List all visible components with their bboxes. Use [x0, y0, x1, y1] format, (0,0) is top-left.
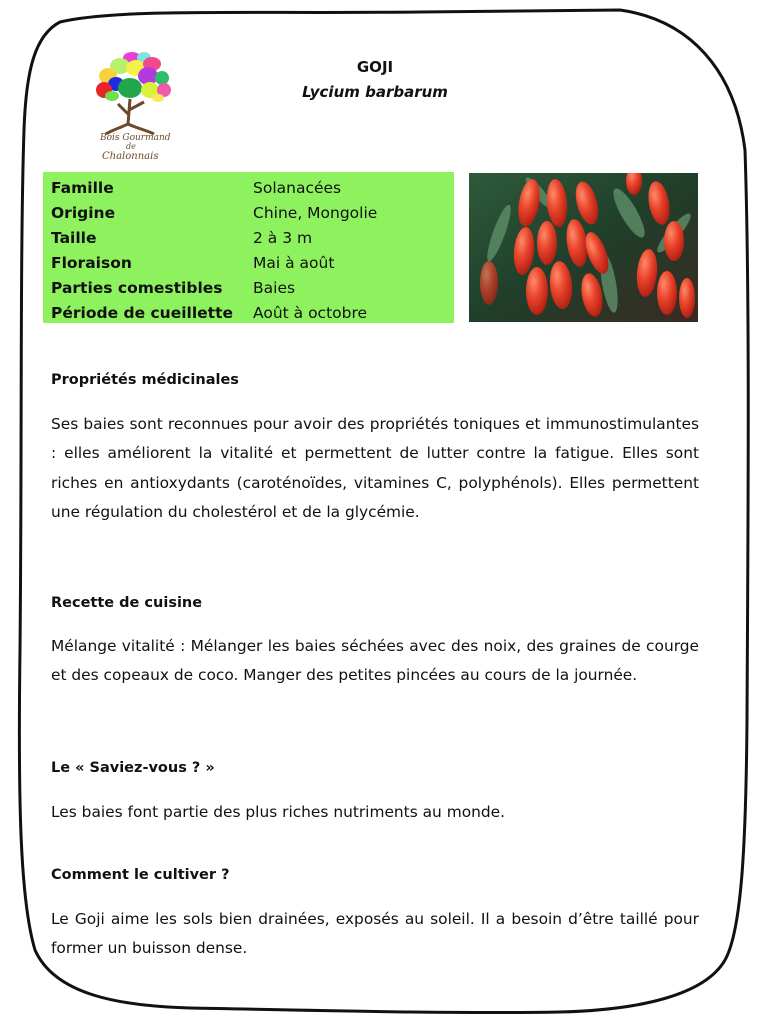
- section-body-did-you-know: Les baies font partie des plus riches nutriments au monde.: [51, 803, 505, 821]
- tree-crown: [96, 52, 171, 102]
- info-row: [51, 250, 454, 275]
- latin-name: Lycium barbarum: [302, 83, 448, 101]
- section-body-recipe: Mélange vitalité : Mélanger les baies séchées avec des noix, des graines de courge et des copeaux de coco. Manger des petites pincées au cours de la journée.: [51, 637, 699, 685]
- info-row: [51, 200, 454, 225]
- info-row: [51, 275, 454, 300]
- info-label: Famille: [51, 178, 114, 197]
- info-value: Solanacées: [253, 178, 342, 197]
- logo: [92, 44, 174, 162]
- goji-berries-photo: [469, 173, 698, 322]
- info-label: Période de cueillette: [51, 303, 234, 322]
- section-heading-recipe: Recette de cuisine: [51, 595, 203, 611]
- info-label: Taille: [51, 228, 97, 247]
- info-value: Baies: [253, 278, 296, 297]
- info-row: [51, 225, 454, 250]
- section-heading-cultivation: Comment le cultiver ?: [51, 867, 230, 883]
- info-label: Origine: [51, 203, 116, 222]
- info-value: Mai à août: [253, 253, 335, 272]
- info-row: [51, 300, 454, 325]
- info-label: Parties comestibles: [51, 278, 223, 297]
- page-title: GOJI: [356, 58, 394, 76]
- logo-text-line2: de: [126, 142, 136, 151]
- logo-text-line3: Chalonnais: [102, 151, 159, 162]
- section-body-medicinal: Ses baies sont reconnues pour avoir des propriétés toniques et immunostimulantes : elles améliorent la vitalité et permettent de lutter contre la fatigue. Elles sont riches en antioxydants (caroténoïdes, vitamines C, polyphénols). Elles permettent une régulation du cholestérol et de la glycémie.: [51, 415, 699, 522]
- info-row: [51, 175, 454, 200]
- logo-text-line1: Bois Gourmand: [100, 133, 171, 143]
- info-value: Chine, Mongolie: [253, 203, 378, 222]
- info-value: Août à octobre: [253, 303, 368, 322]
- section-body-cultivation: Le Goji aime les sols bien drainées, exposés au soleil. Il a besoin d’être taillé pour former un buisson dense.: [51, 910, 699, 958]
- info-value: 2 à 3 m: [253, 228, 313, 247]
- info-table: [43, 172, 454, 323]
- info-label: Floraison: [51, 253, 132, 272]
- section-heading-medicinal: Propriétés médicinales: [51, 372, 239, 388]
- section-heading-did-you-know: Le « Saviez-vous ? »: [51, 760, 215, 776]
- tree-trunk: [106, 99, 154, 134]
